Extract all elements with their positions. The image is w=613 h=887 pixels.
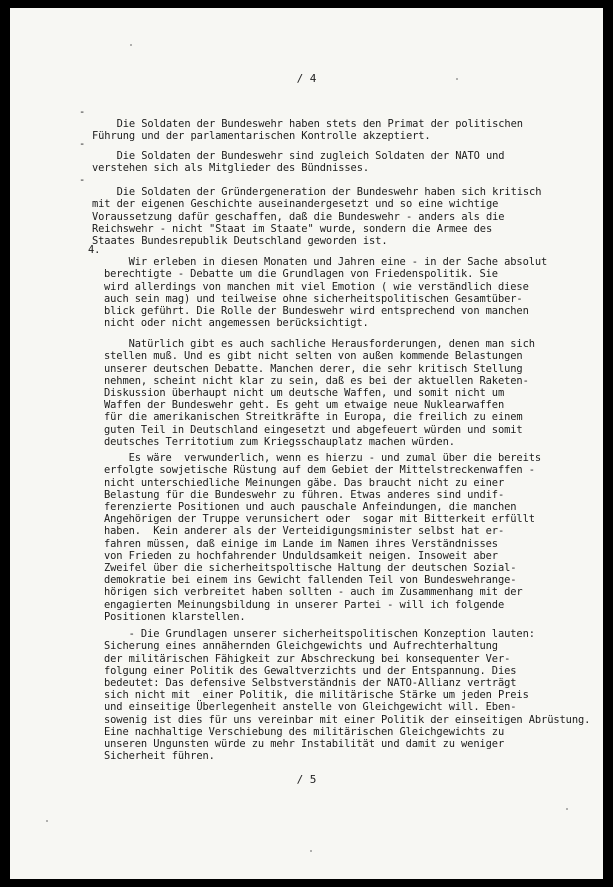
bullet-text: Die Soldaten der Bundeswehr sind zugleich Soldaten der NATO und verstehen sich als Mitglieder des Bündnisses. bbox=[92, 150, 505, 175]
paragraph-text: Wir erleben in diesen Monaten und Jahren eine - in der Sache absolut berechtigte - Debatte um die Grundlagen von Friedenspolitik. Sie wird allerdings von manchen mit viel Emotion ( wie verständlich diese auch sein mag) und teilweise ohne sicherheitspolitischen Gesamtüber- blick geführt. Die Rolle der Bundeswehr wird entsprechend von manchen nicht oder nicht angemessen berücksichtigt. bbox=[104, 256, 548, 330]
document-page bbox=[10, 8, 603, 879]
scan-speck bbox=[566, 808, 568, 810]
paragraph-text: - Die Grundlagen unserer sicherheitspolitischen Konzeption lauten: Sicherung eines annähernden Gleichgewichts und Aufrechterhaltung der militärischen Fähigkeit zur Abschreckung bei konsequenter Ver- folgung einer Politik des Gewaltverzichts und der Entspannung. Dies bedeutet: Das defensive Selbstverständnis der NATO-Allianz verträgt sich nicht mit einer Politik, die militärische Stärke um jeden Preis und einseitige Überlegenheit anstelle von Gleichgewicht will. Eben- sowenig ist dies für uns vereinbar mit einer Politik der einseitigen Abrüstung. Eine nachhaltige Verschiebung des militärischen Gleichgewichts zu unseren Ungunsten würde zu mehr Instabilität und damit zu weniger Sicherheit führen. bbox=[104, 628, 591, 763]
scan-speck bbox=[310, 850, 312, 852]
paragraph-text: Es wäre verwunderlich, wenn es hierzu - und zumal über die bereits erfolgte sowjetische Rüstung auf dem Gebiet der Mittelstreckenwaffen - nicht unterschiedliche Meinungen gäbe. Das braucht nicht zu einer Belastung für die Bundeswehr zu führen. Etwas anderes sind undif- ferenzierte Positionen und auch pauschale Anfeindungen, die manchen Angehörigen der Truppe verunsichert oder sogar mit Bitterkeit erfüllt haben. Kein anderer als der Verteidigungsminister selbst hat er- fahren müssen, daß einige im Lande im Namen ihres Verständnisses von Frieden zu hochfahrender Unduldsamkeit neigen. Insoweit aber Zweifel über die sicherheitspoltische Haltung der deutschen Sozial- demokratie bei einem ins Gewicht fallenden Teil von Bundeswehrange- hörigen sich verbreitet haben sollten - auch im Zusammenhang mit der engagierten Meinungsbildung in unserer Partei - will ich folgende Positionen klarstellen. bbox=[104, 452, 542, 623]
bullet-text: Die Soldaten der Gründergeneration der Bundeswehr haben sich kritisch mit der eigenen Geschichte auseinandergesetzt und so eine wichtige Voraussetzung dafür geschaffen, daß die Bundeswehr - anders als die Reichswehr - nicht "Staat im Staate" wurde, sondern die Armee des Staates Bundesrepublik Deutschland geworden ist. bbox=[92, 186, 542, 248]
top-page-number: / 4 bbox=[296, 72, 317, 85]
scan-speck bbox=[130, 44, 132, 46]
paragraph-text: Natürlich gibt es auch sachliche Herausforderungen, denen man sich stellen muß. Und es gibt nicht selten von außen kommende Belastungen unserer deutschen Debatte. Manchen derer, die sehr kritisch Stellung nehmen, scheint nicht klar zu sein, daß es bei der aktuellen Raketen- Diskussion überhaupt nicht um deutsche Waffen, und somit nicht um Waffen der Bundeswehr geht. Es geht um etwaige neue Nuklearwaffen für die amerikanischen Streitkräfte in Europa, die freilich zu einem guten Teil in Deutschland eingesetzt und abgefeuert würden und somit deutsches Territotium zum Kriegsschauplatz machen würden. bbox=[104, 338, 535, 448]
bullet-dash: - bbox=[79, 138, 86, 150]
scan-speck bbox=[456, 78, 458, 80]
scan-speck bbox=[46, 820, 48, 822]
bullet-dash: - bbox=[79, 174, 86, 186]
point-4-paragraph-4 bbox=[104, 616, 591, 775]
bullet-text: Die Soldaten der Bundeswehr haben stets den Primat der politischen Führung und der parlamentarischen Kontrolle akzeptiert. bbox=[92, 118, 523, 143]
bottom-page-number: / 5 bbox=[296, 773, 317, 786]
bullet-dash: - bbox=[79, 106, 86, 118]
point-number: 4. bbox=[88, 244, 101, 256]
point-4-paragraph-3 bbox=[104, 440, 584, 635]
